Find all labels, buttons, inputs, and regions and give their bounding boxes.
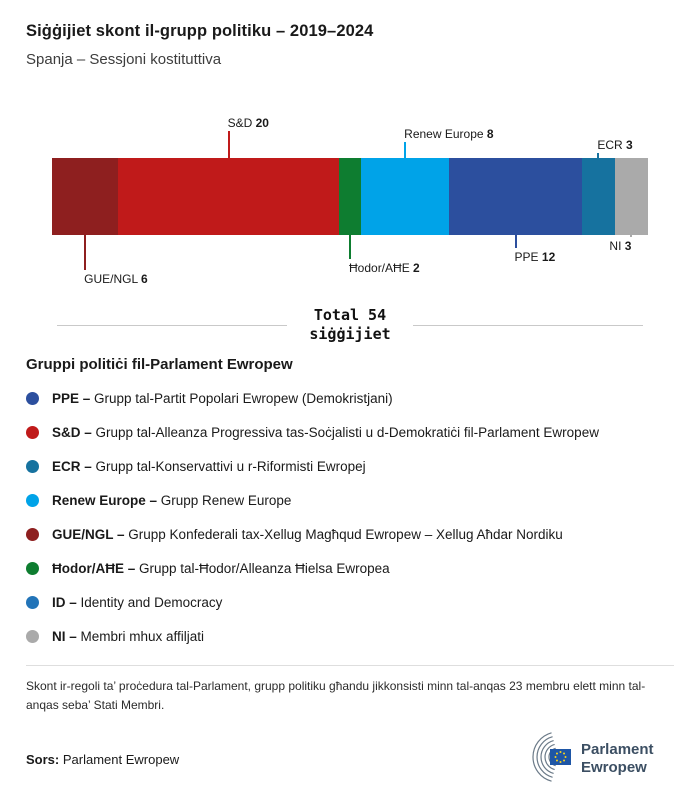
legend-label-renew-europe: Renew Europe – Grupp Renew Europe [52,492,292,508]
page-title: Siġġijiet skont il-grupp politiku – 2019–2024 [26,22,374,40]
ep-logo-graphic [506,732,674,782]
legend-item-ppe [26,381,674,415]
legend-dot-id [26,596,39,609]
legend-item-s-d [26,415,674,449]
legend-dot-ppe [26,392,39,405]
source [26,752,179,767]
bar-callout-ni: NI 3 [609,239,632,253]
legend-label-odor-a-e: Ħodor/AĦE – Grupp tal-Ħodor/Alleanza Ħielsa Ewropea [52,560,390,576]
bar-callout-renew-europe: Renew Europe 8 [404,127,494,141]
bar-callout-gue-ngl: GUE/NGL 6 [84,272,148,286]
legend [26,356,674,653]
legend-title: Gruppi politiċi fil-Parlament Ewropew [26,356,293,373]
legend-dot-odor-a-e [26,562,39,575]
legend-dot-gue-ngl [26,528,39,541]
legend-item-id [26,585,674,619]
bar-segment-ecr[interactable] [582,158,615,235]
logo-text-line2: Ewropew [581,759,647,777]
total-line2: siġġijiet [309,325,391,343]
legend-label-ni: NI – Membri mhux affiljati [52,628,205,644]
bar-segment-ppe[interactable] [449,158,581,235]
leader-line-ni [630,235,632,237]
legend-label-id: ID – Identity and Democracy [52,594,223,610]
bar-callout-ppe: PPE 12 [514,250,556,264]
legend-item-ecr [26,449,674,483]
legend-label-gue-ngl: GUE/NGL – Grupp Konfederali tax-Xellug Magħqud Ewropew – Xellug Aħdar Nordiku [52,526,563,542]
bottom-bar [26,714,674,786]
divider-rule-left [57,325,287,326]
leader-line-odor-a-e [349,235,351,259]
bar-callout-odor-a-e: Ħodor/AĦE 2 [349,261,420,275]
bar-segment-odor-a-e[interactable] [339,158,361,235]
legend-label-ppe: PPE – Grupp tal-Partit Popolari Ewropew (Demokristjani) [52,390,393,406]
legend-item-ni [26,619,674,653]
footnote: Skont ir-regoli ta’ proċedura tal-Parlament, grupp politiku għandu jikkonsisti minn tal-anqas 23 membru elett minn tal-anqas seba’ Stati Membri. [26,679,646,712]
stacked-bar-chart [52,112,648,290]
legend-dot-ecr [26,460,39,473]
legend-dot-renew-europe [26,494,39,507]
bar-segment-renew-europe[interactable] [361,158,449,235]
leader-line-s-d [228,131,230,158]
legend-dot-ni [26,630,39,643]
divider-rule-right [413,325,643,326]
legend-item-gue-ngl [26,517,674,551]
logo-text-line1: Parlament [581,741,654,759]
total-line1: Total 54 [313,306,387,324]
legend-dot-s-d [26,426,39,439]
bar-callout-s-d: S&D 20 [227,116,269,130]
bar-callout-ecr: ECR 3 [597,138,633,152]
source-label: Sors: [26,752,60,768]
page-subtitle: Spanja – Sessjoni kostituttiva [26,51,222,68]
legend-label-ecr: ECR – Grupp tal-Konservattivi u r-Riformisti Ewropej [52,458,366,474]
leader-line-ppe [515,235,517,248]
total-label [287,306,412,344]
bar-segment-s-d[interactable] [118,158,339,235]
source-value: Parlament Ewropew [62,752,180,768]
legend-items [26,381,674,653]
bar-segments [52,158,648,235]
leader-line-gue-ngl [84,235,86,270]
legend-item-renew-europe [26,483,674,517]
ep-logo [506,732,674,786]
bar-segment-gue-ngl[interactable] [52,158,118,235]
legend-label-s-d: S&D – Grupp tal-Alleanza Progressiva tas-Soċjalisti u d-Demokratiċi fil-Parlament Ewropew [52,424,599,440]
total-divider [57,306,643,344]
bar-segment-ni[interactable] [615,158,648,235]
leader-line-ecr [597,153,599,158]
leader-line-renew-europe [404,142,406,158]
legend-item-odor-a-e [26,551,674,585]
